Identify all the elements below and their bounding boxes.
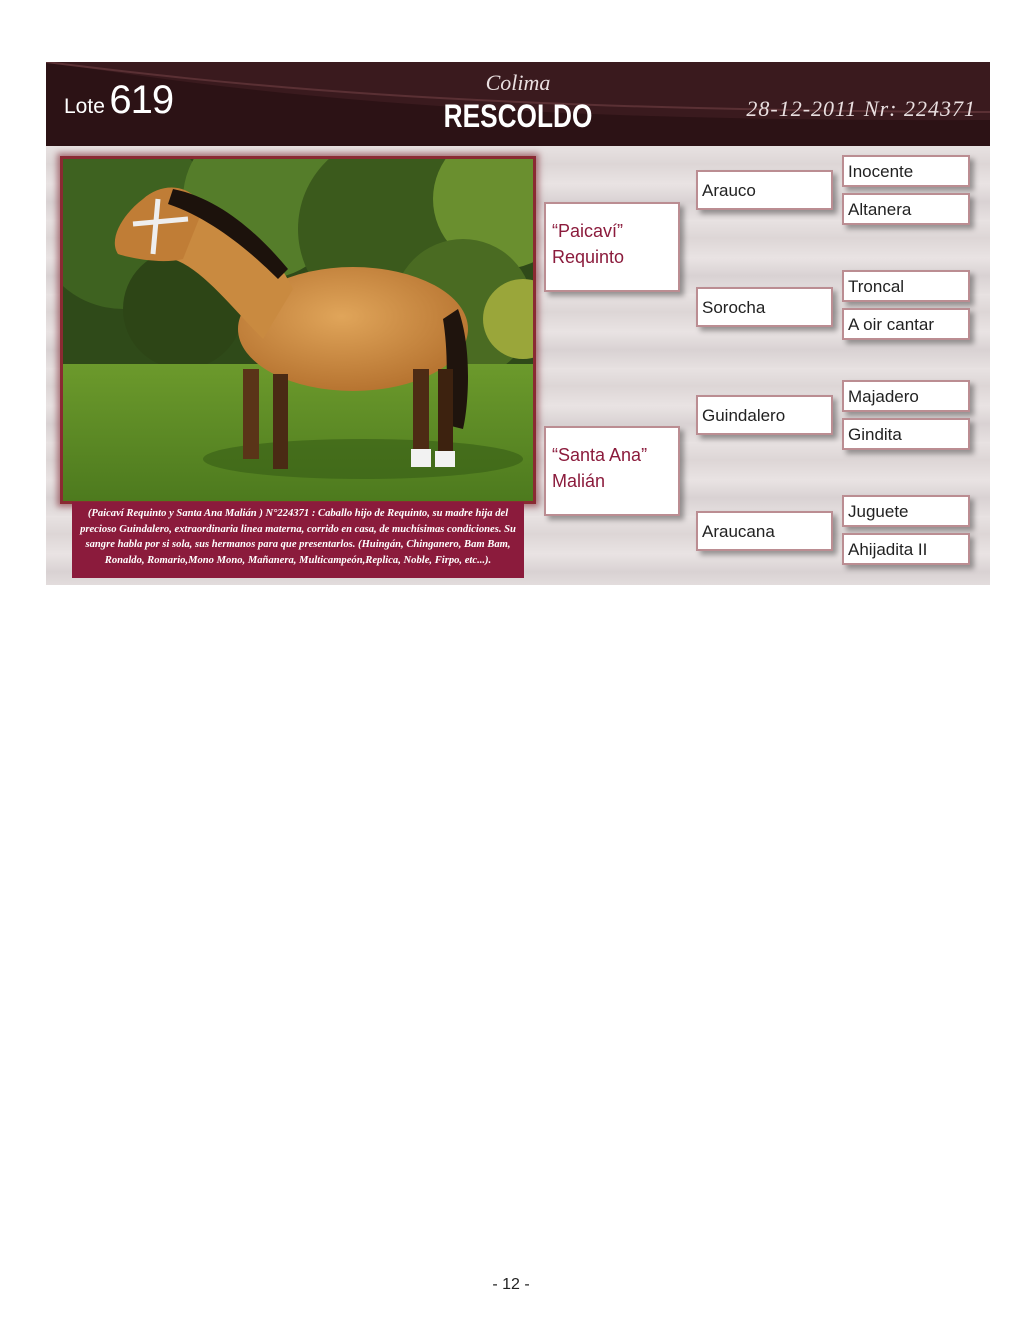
- pedigree-great-grandparent: [842, 380, 970, 412]
- page-number: - 12 -: [492, 1276, 530, 1293]
- grandparent-name: Guindalero: [702, 406, 786, 425]
- great-grandparent-name: Inocente: [848, 162, 914, 181]
- lot-card: [46, 62, 990, 585]
- pedigree-great-grandparent: [842, 193, 970, 225]
- birth-date-registry: 28-12-2011 Nr: 224371: [746, 96, 976, 121]
- dam-prefix: “Santa Ana”: [552, 445, 648, 465]
- pedigree-grandparent: [696, 395, 833, 435]
- great-grandparent-name: Troncal: [848, 277, 905, 296]
- horse-photo: [60, 156, 536, 504]
- great-grandparent-name: Altanera: [848, 200, 912, 219]
- pedigree-great-grandparent: [842, 155, 970, 187]
- great-grandparent-name: A oir cantar: [848, 315, 934, 334]
- pedigree-grandparent: [696, 170, 833, 210]
- horse-photo-illustration: [63, 159, 533, 501]
- lot-body: [46, 146, 990, 585]
- pedigree-grandparent: [696, 287, 833, 327]
- dam-name: Malián: [552, 471, 606, 491]
- horse-name: RESCOLDO: [443, 98, 593, 134]
- lot-description: (Paicaví Requinto y Santa Ana Malián ) N°224371 : Caballo hijo de Requinto, su madre hija del precioso Guindalero, extraordinaria linea materna, corrido en casa, de muchísimas condiciones. Su sangre habla por si sola, sus hermanos para que presentarlos. (Huingán, Chinganero, Bam Bam, Ronaldo, Romario,Mono Mono, Mañanera, Multicampeón,Replica, Noble, Firpo, etc...).: [72, 502, 524, 578]
- great-grandparent-name: Juguete: [848, 502, 909, 521]
- pedigree-great-grandparent: [842, 495, 970, 527]
- lot-label-text: Lote: [64, 95, 105, 118]
- breeder-name: Colima: [485, 70, 551, 95]
- pedigree-great-grandparent: [842, 270, 970, 302]
- sire-prefix: “Paicaví”: [552, 221, 624, 241]
- pedigree-great-grandparent: [842, 533, 970, 565]
- lot-header: [46, 62, 990, 146]
- grandparent-name: Araucana: [702, 522, 775, 541]
- pedigree-great-grandparent: [842, 308, 970, 340]
- pedigree-sire: [544, 202, 680, 292]
- grandparent-name: Sorocha: [702, 298, 766, 317]
- pedigree-grandparent: [696, 511, 833, 551]
- great-grandparent-name: Ahijadita II: [848, 540, 928, 559]
- great-grandparent-name: Gindita: [848, 425, 902, 444]
- great-grandparent-name: Majadero: [848, 387, 919, 406]
- pedigree-dam: [544, 426, 680, 516]
- lot-number: 619: [109, 78, 174, 122]
- grandparent-name: Arauco: [702, 181, 756, 200]
- sire-name: Requinto: [552, 247, 625, 267]
- pedigree-great-grandparent: [842, 418, 970, 450]
